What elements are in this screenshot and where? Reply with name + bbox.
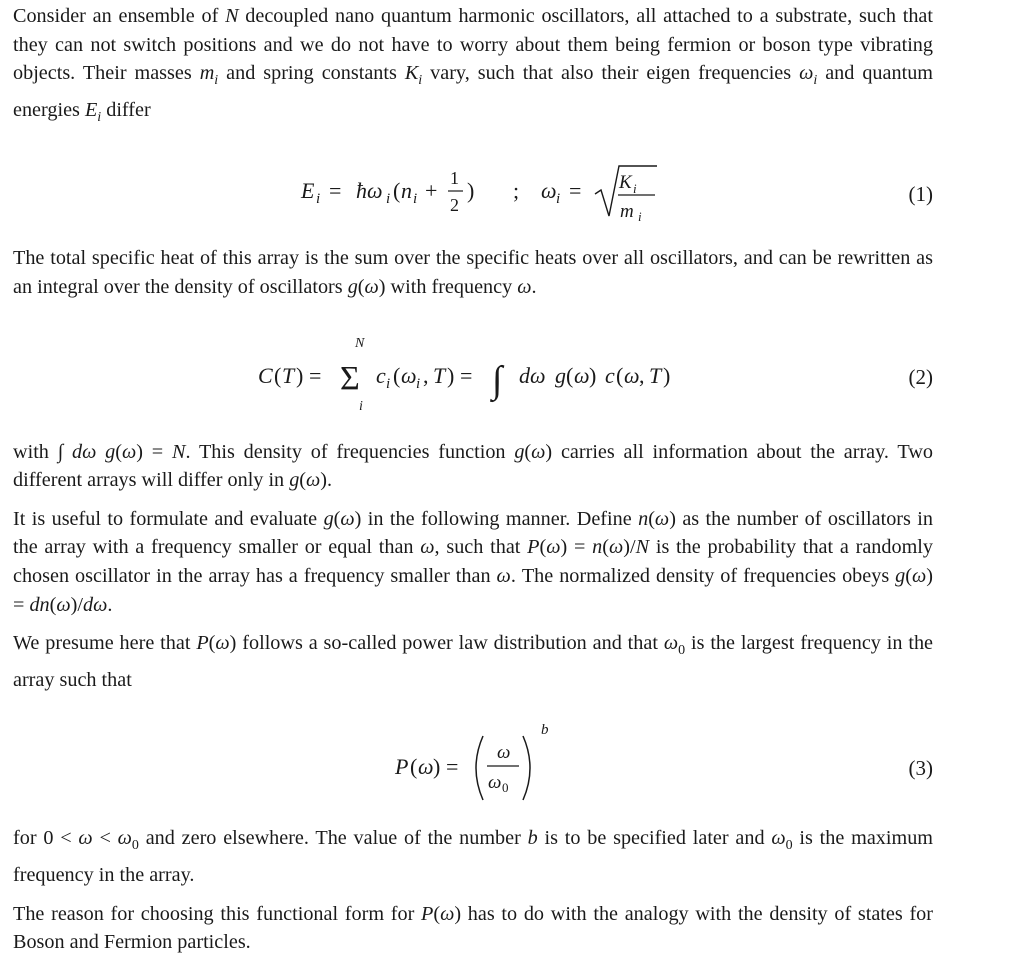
svg-text:ω: ω	[541, 178, 557, 204]
paragraph-range: for $0 < \omega < \omega_0$ and zero elsewhere. The value of the number b is to be specified later and $\omega_0$ is the maximum frequency in the array.	[13, 827, 934, 887]
equation-1-number: (1)	[908, 182, 933, 207]
svg-text:i: i	[359, 398, 363, 414]
svg-text:g: g	[555, 362, 566, 388]
svg-text:i: i	[316, 191, 321, 208]
svg-text:ω: ω	[497, 742, 511, 764]
document-page	[13, 2, 933, 957]
svg-text:): )	[663, 362, 671, 388]
paragraph-formulate: It is useful to formulate and evaluate g(ω) in the following manner. Define n(ω) as the number of oscillators in the array with a frequency smaller or equal than ω, such that P(ω) = n(ω)/N is the probability that a randomly chosen oscillator in the array has a frequency smaller than ω. The normalized density of frequencies obeys g(ω) = dn(ω)/dω.	[13, 507, 933, 616]
svg-text:,: ,	[639, 362, 645, 388]
paragraph-specific-heat: The total specific heat of this array is the sum over the specific heats over all oscillators, and can be rewritten as an integral over the density of oscillators g(ω) with frequency ω.	[13, 247, 933, 299]
paragraph-reason: The reason for choosing this functional form for P(ω) has to do with the analogy with the density of states for Boson and Fermion particles.	[13, 902, 933, 954]
svg-text:(: (	[616, 362, 624, 388]
equation-1-graphic	[13, 132, 933, 244]
svg-text:ω: ω	[418, 754, 434, 780]
svg-text:C: C	[258, 362, 273, 388]
svg-text:(: (	[393, 178, 401, 204]
paragraph-normalization: with ∫ dω g(ω) = N. This density of frequencies function g(ω) carries all information about the array. Two different arrays will differ only in g(ω).	[13, 440, 933, 492]
svg-text:c: c	[605, 362, 615, 388]
svg-text:): )	[296, 362, 304, 388]
svg-text:ω: ω	[624, 362, 640, 388]
svg-text:i: i	[386, 191, 391, 208]
svg-text:): )	[447, 362, 455, 388]
svg-text:T: T	[282, 362, 295, 388]
svg-text:,: ,	[423, 362, 429, 388]
svg-text:ω: ω	[401, 362, 417, 388]
equation-3-number: (3)	[908, 756, 933, 781]
svg-text:1: 1	[450, 168, 459, 189]
svg-text:E: E	[301, 178, 315, 204]
svg-text:2: 2	[450, 195, 459, 216]
svg-text:i: i	[556, 191, 561, 208]
equation-3	[13, 694, 933, 824]
svg-text:ω: ω	[574, 362, 590, 388]
svg-text:m: m	[620, 201, 634, 223]
svg-text:K: K	[619, 172, 632, 194]
svg-text:i: i	[386, 375, 391, 392]
svg-text:i: i	[638, 209, 642, 225]
equation-1	[13, 132, 933, 244]
svg-text:(: (	[410, 754, 418, 780]
svg-text:=: =	[569, 178, 582, 204]
svg-text:0: 0	[502, 780, 509, 796]
svg-text:∫: ∫	[492, 358, 503, 401]
paragraph-intro: Consider an ensemble of N decoupled nano quantum harmonic oscillators, all attached to a substrate, such that they can not switch positions and we do not have to worry about them being fermion or boson type vibrating objects. Their masses $m_i$ and spring constants $K_i$ vary, such that also their eigen frequencies $\omega_i$ and quantum energies $E_i$ differ	[13, 5, 933, 125]
svg-text:=: =	[460, 362, 473, 388]
svg-text:n: n	[401, 178, 412, 204]
svg-text:dω: dω	[519, 362, 546, 388]
equation-2-graphic	[13, 302, 933, 438]
paragraph-presume: We presume here that P(ω) follows a so-called power law distribution and that $\omega_0$ is the largest frequency in the array such that	[13, 632, 934, 691]
svg-text:T: T	[649, 362, 662, 388]
svg-text:(: (	[393, 362, 401, 388]
svg-text:P: P	[395, 754, 409, 780]
svg-text:c: c	[376, 362, 386, 388]
svg-text:): )	[467, 178, 475, 204]
svg-text:T: T	[433, 362, 446, 388]
svg-text:N: N	[355, 335, 365, 351]
svg-text:ω: ω	[488, 772, 502, 794]
svg-text:=: =	[446, 754, 459, 780]
svg-text:Σ: Σ	[340, 359, 360, 397]
svg-text:+: +	[425, 178, 438, 204]
svg-text:i: i	[416, 375, 421, 392]
svg-text:=: =	[329, 178, 342, 204]
svg-text:;: ;	[513, 178, 520, 204]
svg-text:i: i	[413, 191, 418, 208]
svg-text:(: (	[566, 362, 574, 388]
equation-3-graphic	[13, 694, 933, 824]
svg-text:ħω: ħω	[356, 178, 383, 204]
svg-text:): )	[589, 362, 597, 388]
svg-text:i: i	[633, 181, 637, 197]
svg-text:=: =	[309, 362, 322, 388]
svg-text:): )	[433, 754, 441, 780]
svg-text:b: b	[541, 722, 549, 739]
equation-2	[13, 302, 933, 438]
equation-2-number: (2)	[908, 364, 933, 389]
svg-text:(: (	[274, 362, 282, 388]
